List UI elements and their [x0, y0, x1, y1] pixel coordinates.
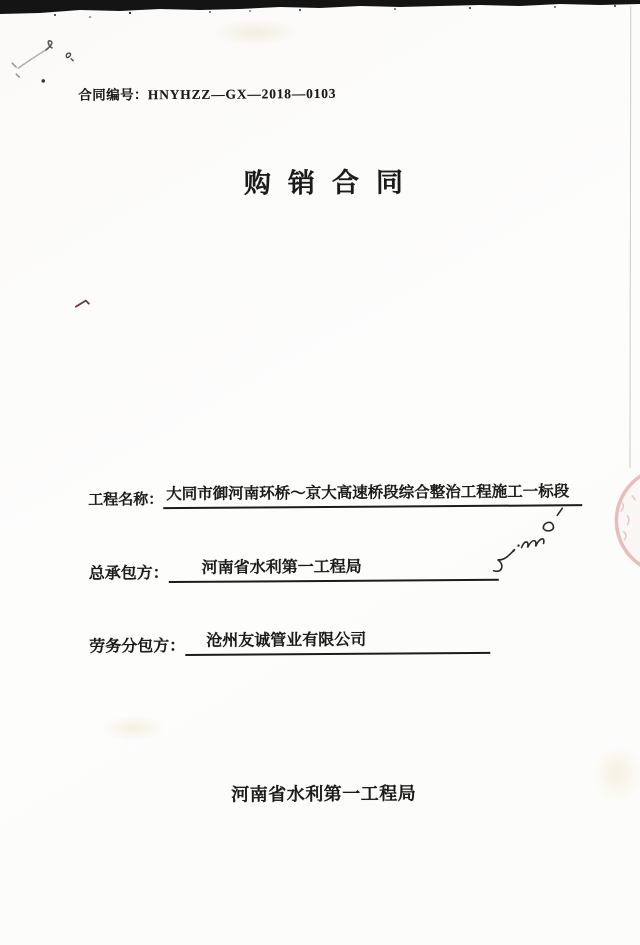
paper-edge-line	[627, 6, 634, 468]
project-name-value: 大同市御河南环桥～京大高速桥段综合整治工程施工一标段	[163, 479, 582, 509]
labor-subcontractor-value: 沧州友诚管业有限公司	[185, 626, 490, 656]
general-contractor-label: 总承包方：	[88, 565, 169, 583]
footer-organization: 河南省水利第一工程局	[231, 783, 417, 805]
field-general-contractor	[89, 553, 499, 584]
field-labor-subcontractor	[89, 626, 490, 657]
labor-subcontractor-label: 劳务分包方：	[89, 637, 186, 656]
paper-smudge	[102, 715, 166, 741]
contract-number-label: 合同编号：	[78, 87, 148, 103]
pen-scribble-topleft-icon	[12, 41, 73, 83]
paper-smudge	[212, 19, 300, 46]
document-title: 购销合同	[243, 167, 421, 199]
contract-number-value: HNYHZZ—GX—2018—0103	[147, 85, 337, 103]
contract-number	[78, 82, 336, 104]
red-pen-tick-icon	[76, 301, 89, 307]
field-project-name	[88, 479, 582, 509]
handwritten-scribble-icon	[493, 508, 562, 571]
paper-smudge	[592, 744, 640, 802]
project-name-label: 工程名称：	[88, 492, 164, 509]
red-seal-stamp-icon	[616, 467, 640, 574]
general-contractor-value: 河南省水利第一工程局	[169, 553, 499, 583]
